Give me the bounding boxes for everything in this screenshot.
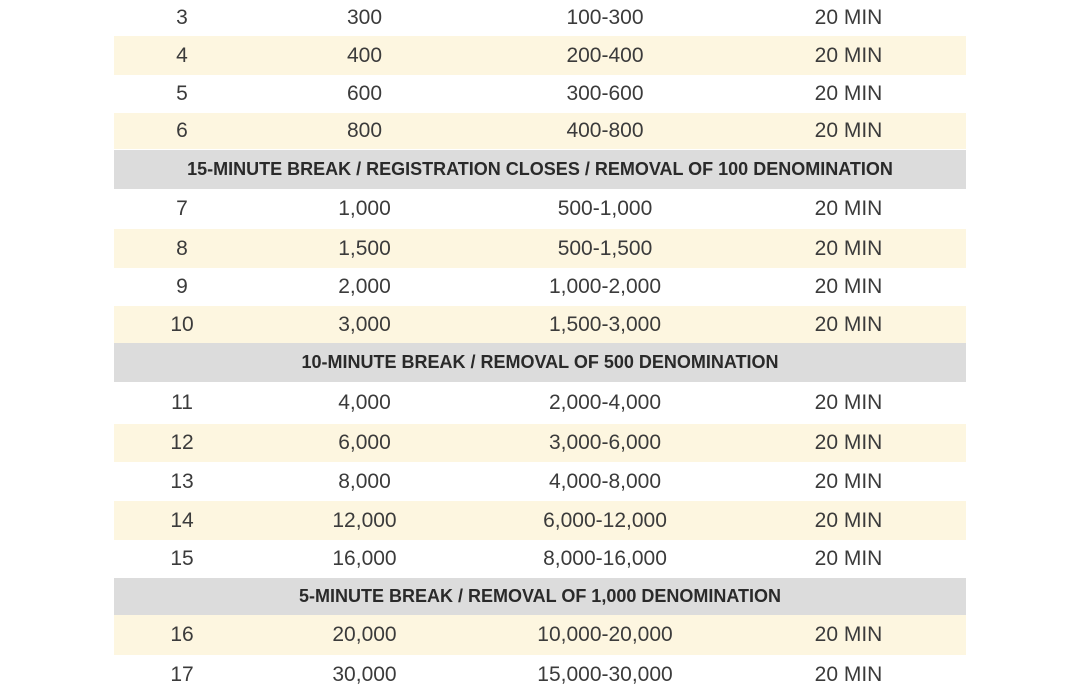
level-row [114, 75, 966, 113]
blind-cell: 2,000 [338, 275, 391, 298]
level-cell: 6 [176, 119, 188, 142]
blind-cell: 3,000 [338, 312, 391, 336]
range-cell: 6,000-12,000 [543, 508, 667, 532]
duration-cell: 20 MIN [814, 43, 883, 67]
range-cell: 3,000-6,000 [548, 431, 662, 454]
blind-cell: 1,500 [338, 236, 391, 260]
level-cell: 3 [176, 6, 188, 29]
level-row [114, 462, 966, 502]
level-row [114, 36, 966, 75]
duration-cell: 20 MIN [814, 275, 883, 298]
duration-cell: 20 MIN [814, 197, 883, 220]
duration-cell: 20 MIN [814, 6, 883, 29]
level-row [114, 424, 966, 462]
level-cell: 17 [170, 663, 194, 686]
range-cell: 1,500-3,000 [548, 312, 662, 336]
break-text: 5-MINUTE BREAK / REMOVAL OF 1,000 DENOMINATION [298, 586, 782, 606]
duration-cell: 20 MIN [814, 470, 883, 493]
level-cell: 14 [170, 508, 194, 532]
break-text: 15-MINUTE BREAK / REGISTRATION CLOSES / REMOVAL OF 100 DENOMINATION [187, 159, 893, 179]
duration-cell: 20 MIN [814, 663, 883, 686]
level-row [114, 655, 966, 695]
range-cell: 10,000-20,000 [537, 623, 673, 646]
blind-cell: 30,000 [332, 663, 397, 686]
level-row [114, 268, 966, 306]
blind-cell: 300 [346, 6, 383, 29]
duration-cell: 20 MIN [814, 312, 883, 336]
level-row [114, 189, 966, 229]
level-row [114, 113, 966, 149]
level-cell: 4 [176, 43, 188, 67]
level-row [114, 540, 966, 578]
level-row [114, 229, 966, 268]
break-row [114, 150, 966, 189]
duration-cell: 20 MIN [814, 119, 883, 142]
level-cell: 13 [170, 470, 194, 493]
break-text: 10-MINUTE BREAK / REMOVAL OF 500 DENOMINATION [301, 352, 779, 372]
level-row [114, 615, 966, 655]
blind-cell: 1,000 [338, 197, 391, 220]
blind-cell: 4,000 [338, 391, 391, 414]
duration-cell: 20 MIN [814, 508, 883, 532]
range-cell: 15,000-30,000 [537, 663, 673, 686]
blind-cell: 20,000 [332, 623, 397, 646]
range-cell: 500-1,000 [557, 197, 653, 220]
range-cell: 2,000-4,000 [548, 391, 662, 414]
blind-cell: 16,000 [332, 547, 397, 570]
level-cell: 11 [171, 391, 193, 414]
range-cell: 200-400 [566, 43, 644, 67]
range-cell: 500-1,500 [557, 236, 653, 260]
range-cell: 1,000-2,000 [548, 275, 662, 298]
break-row [114, 578, 966, 615]
range-cell: 8,000-16,000 [543, 547, 667, 570]
blind-cell: 600 [346, 82, 383, 105]
range-cell: 4,000-8,000 [548, 470, 662, 493]
level-cell: 16 [170, 623, 194, 646]
blind-cell: 800 [346, 119, 383, 142]
level-cell: 12 [170, 431, 194, 454]
blind-cell: 12,000 [332, 508, 397, 532]
level-cell: 7 [176, 197, 188, 220]
level-cell: 8 [176, 236, 188, 260]
level-cell: 5 [176, 82, 188, 105]
range-cell: 400-800 [566, 119, 644, 142]
duration-cell: 20 MIN [814, 391, 883, 414]
level-row [114, 0, 966, 36]
range-cell: 100-300 [566, 6, 644, 29]
level-row [114, 501, 966, 540]
duration-cell: 20 MIN [814, 547, 883, 570]
break-row [114, 343, 966, 382]
blind-cell: 8,000 [338, 470, 391, 493]
level-cell: 15 [170, 547, 194, 570]
level-cell: 9 [176, 275, 188, 298]
blind-cell: 400 [346, 43, 383, 67]
duration-cell: 20 MIN [814, 623, 883, 646]
duration-cell: 20 MIN [814, 82, 883, 105]
duration-cell: 20 MIN [814, 236, 883, 260]
level-row [114, 382, 966, 424]
duration-cell: 20 MIN [814, 431, 883, 454]
level-cell: 10 [170, 312, 194, 336]
level-row [114, 306, 966, 343]
range-cell: 300-600 [566, 82, 644, 105]
blind-cell: 6,000 [338, 431, 391, 454]
